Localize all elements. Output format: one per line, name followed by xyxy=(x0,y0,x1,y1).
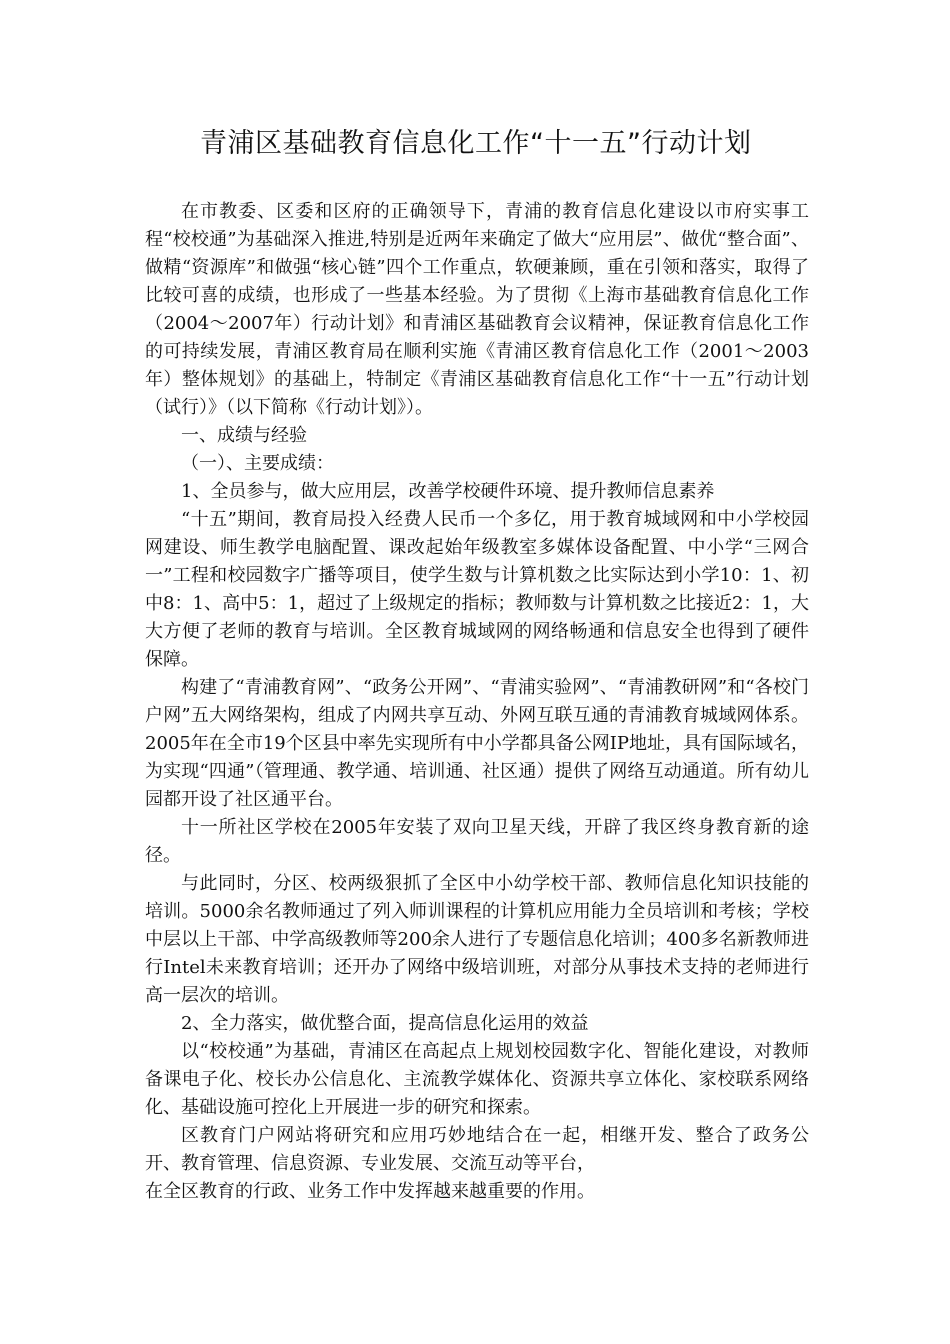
document-title: 青浦区基础教育信息化工作“十一五”行动计划 xyxy=(200,128,752,159)
point-heading-2: 2、全力落实，做优整合面，提高信息化运用的效益 xyxy=(181,1013,589,1034)
intro-paragraph: 在市教委、区委和区府的正确领导下，青浦的教育信息化建设以市府实事工程“校校通”为基础深入推进,特别是近两年来确定了做大“应用层”、做优“整合面”、做精“资源库”和做强“核心链”四个工作重点，软硬兼顾，重在引领和落实，取得了比较可喜的成绩，也形成了一些基本经验。为了贯彻《上海市基础教育信息化工作（2004～2007年）行动计划》和青浦区基础教育会议精神，保证教育信息化工作的可持续发展，青浦区教育局在顺利实施《青浦区教育信息化工作（2001～2003年）整体规划》的基础上，特制定《青浦区基础教育信息化工作“十一五”行动计划（试行）》（以下简称《行动计划》）。 xyxy=(145,201,809,418)
subsection-heading-main-results: （一）、主要成绩： xyxy=(181,453,334,474)
body-paragraph: 十一所社区学校在2005年安装了双向卫星天线，开辟了我区终身教育新的途径。 xyxy=(145,817,809,866)
body-paragraph: 与此同时，分区、校两级狠抓了全区中小幼学校干部、教师信息化知识技能的培训。5000余名教师通过了列入师训课程的计算机应用能力全员培训和考核；学校中层以上干部、中学高级教师等200余人进行了专题信息化培训；400多名新教师进行Intel未来教育培训；还开办了网络中级培训班，对部分从事技术支持的老师进行高一层次的培训。 xyxy=(145,873,809,1006)
section-heading-achievements: 一、成绩与经验 xyxy=(181,425,307,446)
body-paragraph: 在全区教育的行政、业务工作中发挥越来越重要的作用。 xyxy=(145,1181,595,1202)
document-body xyxy=(145,198,809,1206)
body-paragraph: 区教育门户网站将研究和应用巧妙地结合在一起，相继开发、整合了政务公开、教育管理、信息资源、专业发展、交流互动等平台， xyxy=(145,1125,809,1174)
body-paragraph: “十五”期间，教育局投入经费人民币一个多亿，用于教育城域网和中小学校园网建设、师生教学电脑配置、课改起始年级教室多媒体设备配置、中小学“三网合一”工程和校园数字广播等项目，使学生数与计算机数之比实际达到小学10：1、初中8：1、高中5：1，超过了上级规定的指标；教师数与计算机数之比接近2：1，大大方便了老师的教育与培训。全区教育城域网的网络畅通和信息安全也得到了硬件保障。 xyxy=(145,509,809,670)
body-paragraph: 以“校校通”为基础，青浦区在高起点上规划校园数字化、智能化建设，对教师备课电子化、校长办公信息化、主流教学媒体化、资源共享立体化、家校联系网络化、基础设施可控化上开展进一步的研究和探索。 xyxy=(145,1041,809,1118)
body-paragraph: 构建了“青浦教育网”、“政务公开网”、“青浦实验网”、“青浦教研网”和“各校门户网”五大网络架构，组成了内网共享互动、外网互联互通的青浦教育城域网体系。2005年在全市19个区县中率先实现所有中小学都具备公网IP地址，具有国际域名，为实现“四通”（管理通、教学通、培训通、社区通）提供了网络互动通道。所有幼儿园都开设了社区通平台。 xyxy=(145,677,809,810)
point-heading-1: 1、全员参与，做大应用层，改善学校硬件环境、提升教师信息素养 xyxy=(181,481,715,502)
